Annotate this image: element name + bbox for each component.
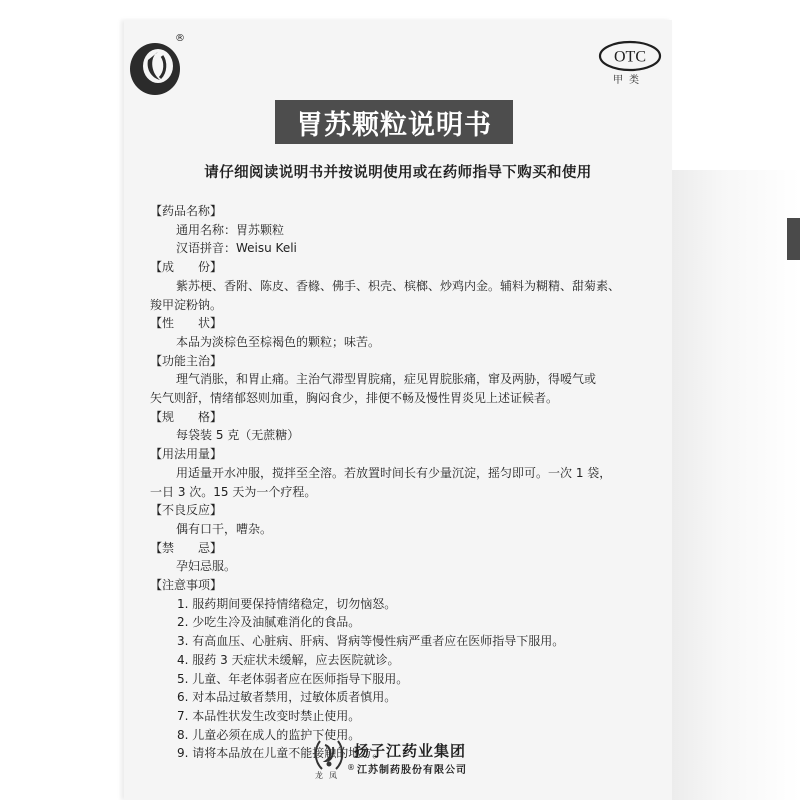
group-name: 扬子江药业集团	[354, 742, 467, 760]
precaution-item: 8. 儿童必须在成人的监护下使用。	[177, 727, 361, 742]
section-heading-ingredients: 【成 份】	[150, 260, 223, 275]
section-heading-indications: 【功能主治】	[150, 353, 223, 368]
appearance-text: 本品为淡棕色至棕褐色的颗粒；味苦。	[176, 334, 381, 349]
ingredients-line-1: 紫苏梗、香附、陈皮、香橼、佛手、枳壳、槟榔、炒鸡内金。辅料为糊精、甜菊素、	[176, 278, 621, 293]
brand-logo-icon	[128, 38, 184, 98]
precaution-item: 1. 服药期间要保持情绪稳定，切勿恼怒。	[177, 596, 397, 611]
precaution-item: 4. 服药 3 天症状未缓解，应去医院就诊。	[177, 652, 400, 667]
precaution-item: 6. 对本品过敏者禁用，过敏体质者慎用。	[177, 690, 397, 705]
precaution-item: 3. 有高血压、心脏病、肝病、肾病等慢性病严重者应在医师指导下服用。	[177, 634, 565, 649]
indications-line-2: 矢气则舒，情绪郁怒则加重，胸闷食少，排便不畅及慢性胃炎见上述证候者。	[150, 391, 559, 406]
ingredients-line-2: 羧甲淀粉钠。	[150, 297, 223, 312]
section-heading-appearance: 【性 状】	[150, 316, 223, 331]
otc-label: OTC	[614, 48, 646, 66]
usage-warning: 请仔细阅读说明书并按说明使用或在药师指导下购买和使用	[204, 165, 592, 181]
specification-text: 每袋装 5 克（无蔗糖）	[176, 428, 300, 443]
precaution-item: 2. 少吃生冷及油腻难消化的食品。	[177, 615, 361, 630]
dosage-line-2: 一日 3 次。15 天为一个疗程。	[150, 484, 317, 499]
indications-line-1: 理气消胀，和胃止痛。主治气滞型胃脘痛，症见胃脘胀痛，窜及两胁，得嗳气或	[176, 372, 597, 387]
section-heading-adverse: 【不良反应】	[150, 503, 223, 518]
company-name: 江苏制药股份有限公司	[357, 765, 467, 776]
contraindications-text: 孕妇忌服。	[176, 559, 237, 574]
common-name: 通用名称：胃苏颗粒	[176, 222, 285, 237]
page-title: 胃苏颗粒说明书	[275, 100, 513, 144]
section-heading-name: 【药品名称】	[150, 204, 223, 218]
registered-mark: ®	[175, 33, 185, 44]
dosage-line-1: 用适量开水冲服，搅拌至全溶。若放置时间长有少量沉淀，摇匀即可。一次 1 袋，	[176, 465, 612, 480]
instruction-content	[150, 202, 670, 763]
precaution-item: 5. 儿童、年老体弱者应在医师指导下服用。	[177, 671, 409, 686]
section-heading-specification: 【规 格】	[150, 409, 223, 424]
company-logo-icon	[312, 735, 346, 775]
footer-registered-mark: ®	[347, 763, 355, 772]
precaution-item: 7. 本品性状发生改变时禁止使用。	[177, 708, 361, 723]
section-heading-precautions: 【注意事项】	[150, 578, 223, 593]
otc-badge	[598, 40, 662, 72]
company-logo-text: 龙凤	[315, 771, 343, 780]
side-tab-mark	[787, 218, 800, 260]
adverse-text: 偶有口干，嘈杂。	[176, 521, 273, 536]
section-heading-dosage: 【用法用量】	[150, 447, 223, 462]
precaution-item: 9. 请将本品放在儿童不能接触的地方。	[177, 746, 385, 761]
background-shadow	[672, 170, 800, 800]
section-heading-contraindications: 【禁 忌】	[150, 540, 223, 555]
pinyin-name: 汉语拼音：Weisu Keli	[176, 241, 297, 256]
otc-class-label: 甲类	[613, 75, 645, 86]
